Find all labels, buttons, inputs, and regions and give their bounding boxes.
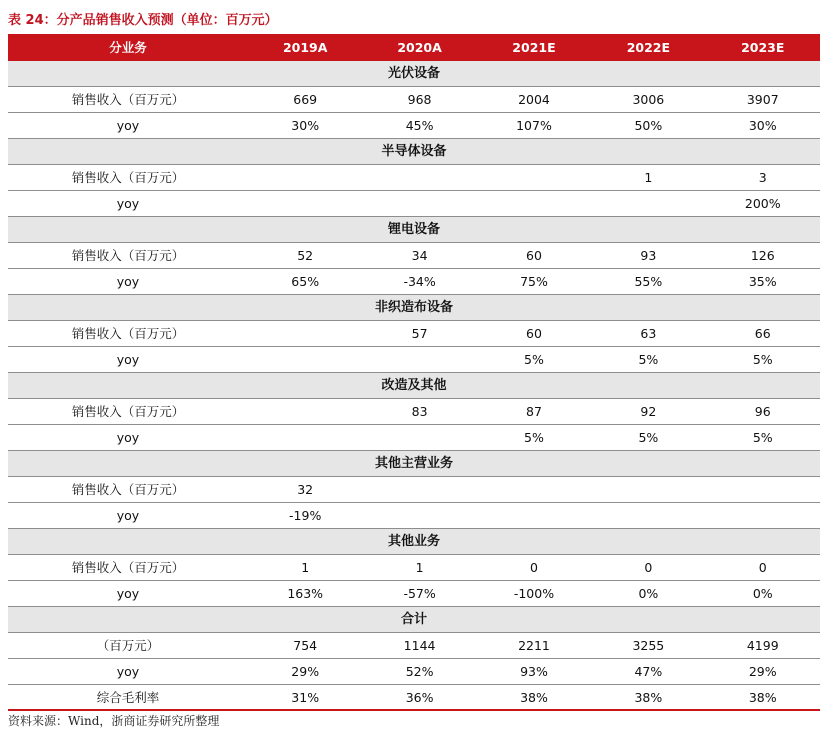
- table-row: [8, 165, 820, 191]
- value-cell: 5%: [638, 352, 659, 367]
- header-cell: 2021E: [512, 40, 556, 55]
- section-header-row: [8, 529, 820, 555]
- value-cell: [362, 477, 476, 502]
- table-row: [8, 633, 820, 659]
- value-cell: 3255: [632, 638, 665, 653]
- value-cell: [477, 477, 591, 502]
- section-title: 其他主营业务: [374, 456, 453, 471]
- value-cell: 87: [526, 404, 542, 419]
- section-header-row: [8, 61, 820, 87]
- section-title: 改造及其他: [381, 378, 447, 393]
- value-cell: 45%: [405, 118, 434, 133]
- table-row: [8, 347, 820, 373]
- forecast-table: [8, 34, 820, 711]
- source-note: 资料来源：Wind，浙商证券研究所整理: [8, 714, 220, 728]
- table-title: 表 24：分产品销售收入预测（单位：百万元）: [8, 13, 278, 28]
- value-cell: [362, 165, 476, 190]
- value-cell: [477, 165, 591, 190]
- row-label: 综合毛利率: [96, 690, 160, 705]
- row-label: yoy: [116, 196, 140, 211]
- table-row: [8, 685, 820, 711]
- table-row: [8, 399, 820, 425]
- row-label: 销售收入（百万元）: [71, 92, 185, 107]
- header-cell: 2019A: [282, 40, 328, 55]
- value-cell: 34: [411, 248, 428, 263]
- table-header-row: [8, 34, 820, 61]
- value-cell: 0: [644, 560, 653, 575]
- table-row: [8, 477, 820, 503]
- value-cell: 5%: [524, 430, 544, 445]
- section-title: 合计: [400, 612, 427, 627]
- value-cell: 2004: [518, 92, 550, 107]
- value-cell: [248, 165, 362, 190]
- row-label: yoy: [116, 508, 140, 523]
- value-cell: 83: [411, 404, 428, 419]
- value-cell: 754: [293, 638, 318, 653]
- value-cell: 65%: [291, 274, 320, 289]
- value-cell: 3: [758, 170, 767, 185]
- row-label: yoy: [116, 118, 140, 133]
- header-cell: 2022E: [626, 40, 671, 55]
- header-cell: 2020A: [397, 40, 442, 55]
- section-title: 光伏设备: [387, 66, 440, 81]
- section-header-row: [8, 217, 820, 243]
- value-cell: 63: [640, 326, 657, 341]
- row-label: 销售收入（百万元）: [71, 482, 185, 497]
- row-label: 销售收入（百万元）: [71, 560, 185, 575]
- value-cell: -19%: [289, 508, 322, 523]
- value-cell: [248, 399, 362, 424]
- value-cell: 968: [407, 92, 432, 107]
- value-cell: [362, 191, 476, 216]
- section-header-row: [8, 373, 820, 399]
- table-row: [8, 555, 820, 581]
- value-cell: 5%: [752, 352, 773, 367]
- row-label: yoy: [116, 352, 140, 367]
- value-cell: 1: [644, 170, 653, 185]
- header-cell: 2023E: [741, 40, 785, 55]
- row-label: yoy: [116, 664, 140, 679]
- value-cell: [591, 191, 705, 216]
- value-cell: [248, 425, 362, 450]
- value-cell: [248, 191, 362, 216]
- row-label: 销售收入（百万元）: [71, 170, 185, 185]
- value-cell: [248, 347, 362, 372]
- value-cell: 96: [754, 404, 771, 419]
- value-cell: [248, 321, 362, 346]
- value-cell: [362, 503, 476, 528]
- table-row: [8, 321, 820, 347]
- value-cell: 38%: [634, 690, 663, 705]
- row-label: （百万元）: [96, 638, 160, 653]
- value-cell: 60: [526, 248, 542, 263]
- value-cell: 1144: [403, 638, 436, 653]
- value-cell: 66: [754, 326, 771, 341]
- value-cell: 36%: [405, 690, 434, 705]
- value-cell: 93: [640, 248, 657, 263]
- value-cell: 0%: [752, 586, 773, 601]
- table-row: [8, 243, 820, 269]
- table-row: [8, 503, 820, 529]
- value-cell: 60: [526, 326, 542, 341]
- value-cell: -34%: [403, 274, 436, 289]
- value-cell: 31%: [291, 690, 320, 705]
- table-row: [8, 113, 820, 139]
- value-cell: 107%: [516, 118, 552, 133]
- table-row: [8, 269, 820, 295]
- value-cell: 35%: [748, 274, 777, 289]
- value-cell: 92: [640, 404, 657, 419]
- section-title: 非织造布设备: [374, 300, 453, 315]
- row-label: yoy: [116, 274, 140, 289]
- value-cell: 5%: [638, 430, 659, 445]
- value-cell: [706, 477, 820, 502]
- table-row: [8, 425, 820, 451]
- value-cell: 30%: [748, 118, 777, 133]
- value-cell: 93%: [520, 664, 548, 679]
- section-title: 其他业务: [387, 534, 440, 549]
- value-cell: 2211: [518, 638, 550, 653]
- value-cell: 200%: [744, 196, 781, 211]
- table-row: [8, 191, 820, 217]
- value-cell: 29%: [291, 664, 320, 679]
- value-cell: 1: [415, 560, 424, 575]
- value-cell: 30%: [291, 118, 320, 133]
- value-cell: [362, 347, 476, 372]
- table-body: [8, 61, 820, 711]
- value-cell: [477, 191, 591, 216]
- value-cell: 57: [411, 326, 428, 341]
- value-cell: 0: [758, 560, 767, 575]
- value-cell: [591, 477, 705, 502]
- value-cell: [706, 503, 820, 528]
- section-title: 半导体设备: [381, 144, 447, 159]
- table-row: [8, 581, 820, 607]
- row-label: yoy: [116, 586, 140, 601]
- value-cell: 75%: [520, 274, 548, 289]
- header-cell: 分业务: [109, 40, 147, 55]
- value-cell: 52%: [405, 664, 434, 679]
- value-cell: -100%: [513, 586, 555, 601]
- row-label: 销售收入（百万元）: [71, 248, 185, 263]
- section-title: 锂电设备: [387, 222, 440, 237]
- value-cell: 47%: [634, 664, 663, 679]
- value-cell: 32: [297, 482, 314, 497]
- row-label: 销售收入（百万元）: [71, 404, 185, 419]
- value-cell: 669: [293, 92, 318, 107]
- value-cell: 3006: [632, 92, 665, 107]
- value-cell: 3907: [746, 92, 779, 107]
- value-cell: 126: [750, 248, 775, 263]
- value-cell: 55%: [634, 274, 663, 289]
- value-cell: [362, 425, 476, 450]
- row-label: 销售收入（百万元）: [71, 326, 185, 341]
- value-cell: 4199: [746, 638, 779, 653]
- value-cell: [477, 503, 591, 528]
- section-header-row: [8, 295, 820, 321]
- value-cell: [591, 503, 705, 528]
- value-cell: 5%: [524, 352, 544, 367]
- value-cell: 29%: [748, 664, 777, 679]
- value-cell: 38%: [520, 690, 548, 705]
- section-header-row: [8, 139, 820, 165]
- value-cell: 38%: [748, 690, 777, 705]
- value-cell: 0%: [638, 586, 659, 601]
- value-cell: 163%: [287, 586, 324, 601]
- value-cell: 0: [530, 560, 538, 575]
- value-cell: 50%: [634, 118, 663, 133]
- value-cell: -57%: [403, 586, 436, 601]
- value-cell: 52: [297, 248, 314, 263]
- table-row: [8, 87, 820, 113]
- section-header-row: [8, 451, 820, 477]
- value-cell: 5%: [752, 430, 773, 445]
- row-label: yoy: [116, 430, 140, 445]
- section-header-row: [8, 607, 820, 633]
- table-row: [8, 659, 820, 685]
- value-cell: 1: [301, 560, 310, 575]
